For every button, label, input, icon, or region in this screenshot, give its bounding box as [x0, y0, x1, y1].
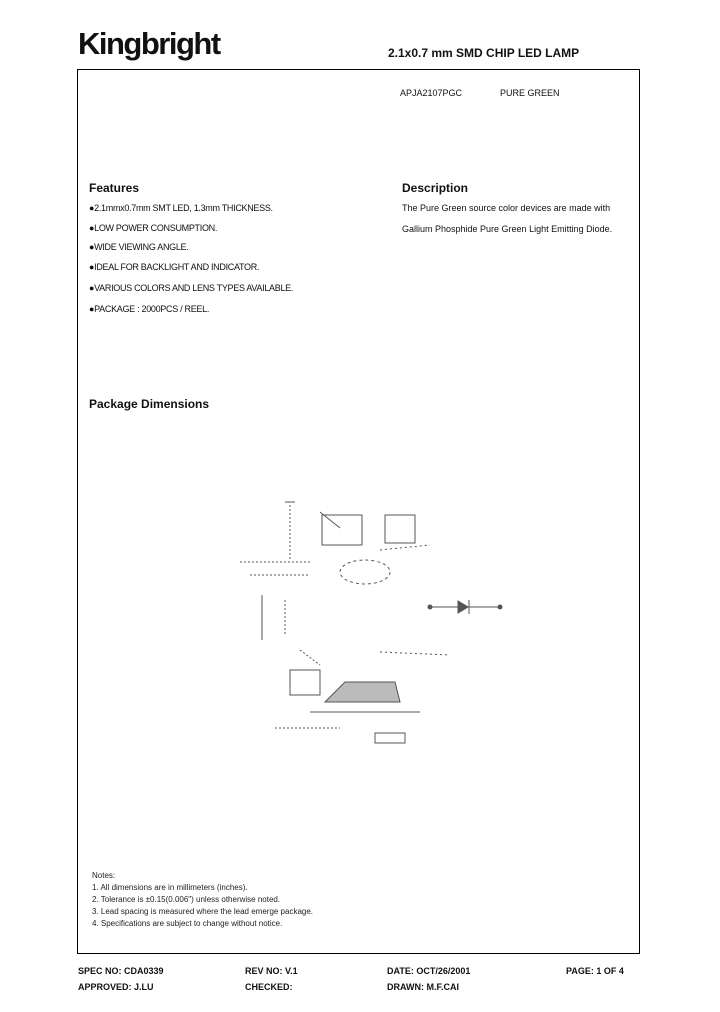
description-heading: Description: [402, 181, 469, 195]
brand-logo: Kingbright: [78, 26, 220, 61]
part-number: APJA2107PGC: [400, 88, 463, 98]
feature-item: ●IDEAL FOR BACKLIGHT AND INDICATOR.: [89, 262, 260, 272]
notes-heading: Notes:: [92, 871, 116, 880]
note-item: 4. Specifications are subject to change without notice.: [92, 919, 283, 928]
feature-item: ●PACKAGE : 2000PCS / REEL.: [89, 304, 210, 314]
document-date: DATE: OCT/26/2001: [387, 966, 471, 976]
drawn-by: DRAWN: M.F.CAI: [387, 982, 459, 992]
feature-item: ●WIDE VIEWING ANGLE.: [89, 242, 189, 252]
revision-number: REV NO: V.1: [245, 966, 298, 976]
approved-by: APPROVED: J.LU: [78, 982, 154, 992]
page-number: PAGE: 1 OF 4: [566, 966, 624, 976]
note-item: 3. Lead spacing is measured where the lead emerge package.: [92, 907, 314, 916]
feature-item: ●VARIOUS COLORS AND LENS TYPES AVAILABLE.: [89, 283, 294, 293]
package-dimensions-heading: Package Dimensions: [89, 397, 210, 411]
feature-item: ●LOW POWER CONSUMPTION.: [89, 223, 218, 233]
note-item: 2. Tolerance is ±0.15(0.006") unless otherwise noted.: [92, 895, 281, 904]
features-heading: Features: [89, 181, 140, 195]
description-line: Gallium Phosphide Pure Green Light Emitting Diode.: [402, 224, 613, 234]
note-item: 1. All dimensions are in millimeters (inches).: [92, 883, 248, 892]
part-color: PURE GREEN: [500, 88, 560, 98]
document-title: 2.1x0.7 mm SMD CHIP LED LAMP: [388, 46, 580, 60]
package-dimensions-drawing: [230, 490, 530, 750]
checked-by: CHECKED:: [245, 982, 293, 992]
feature-item: ●2.1mmx0.7mm SMT LED, 1.3mm THICKNESS.: [89, 203, 273, 213]
description-line: The Pure Green source color devices are made with: [402, 203, 611, 213]
spec-number: SPEC NO: CDA0339: [78, 966, 164, 976]
